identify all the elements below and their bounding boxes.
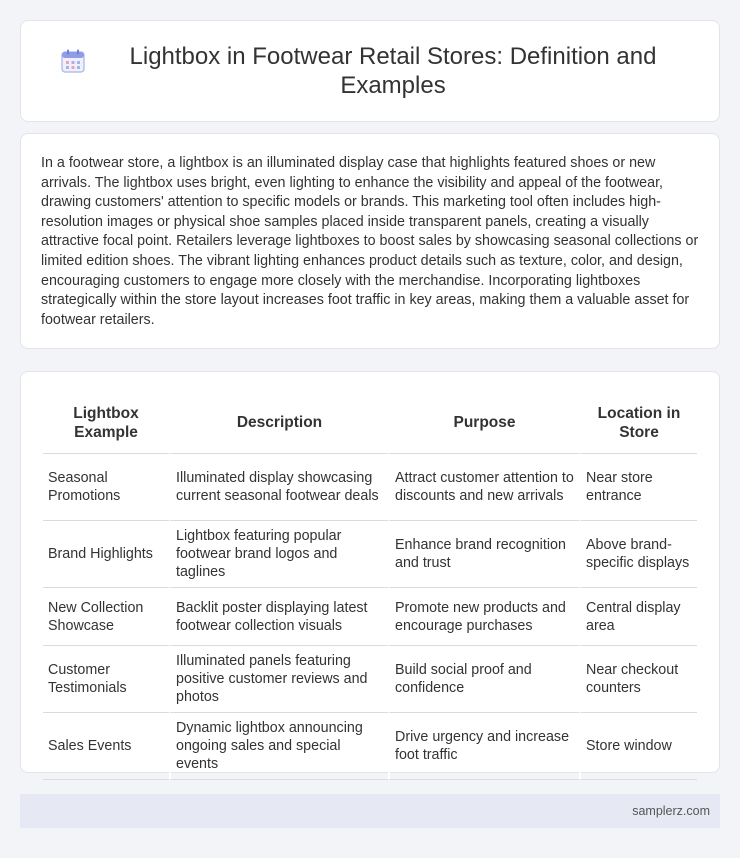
column-header: Lightbox Example xyxy=(43,392,169,454)
table-cell: Customer Testimonials xyxy=(43,646,169,713)
table-cell: Illuminated display showcasing current seasonal footwear deals xyxy=(169,454,388,521)
table-cell: Build social proof and confidence xyxy=(388,646,579,713)
table-cell: Brand Highlights xyxy=(43,521,169,588)
column-header: Location in Store xyxy=(579,392,697,454)
table-cell: Store window xyxy=(579,713,697,780)
table-cell: Near store entrance xyxy=(579,454,697,521)
title-card xyxy=(20,20,720,122)
page-title: Lightbox in Footwear Retail Stores: Definition and Examples xyxy=(129,43,657,99)
column-header: Purpose xyxy=(388,392,579,454)
intro-paragraph: In a footwear store, a lightbox is an illuminated display case that highlights featured shoes or new arrivals. The lightbox uses bright, even lighting to enhance the visibility and appeal of the footwear, drawing customers' attention to specific models or brands. This marketing tool often includes high-resolution images or physical shoe samples placed inside transparent panels, creating a visually attractive focal point. Retailers leverage lightboxes to boost sales by showcasing seasonal collections or limited edition shoes. The vibrant lighting enhances product details such as texture, color, and design, encouraging customers to engage more closely with the merchandise. Incorporating lightboxes strategically within the store layout increases foot traffic in key areas, making them a valuable asset for footwear retailers. xyxy=(41,155,699,328)
table-row xyxy=(43,454,697,521)
table-cell: Dynamic lightbox announcing ongoing sales and special events xyxy=(169,713,388,780)
column-header: Description xyxy=(169,392,388,454)
table-row xyxy=(43,588,697,646)
title-wrap xyxy=(60,42,680,100)
intro-card xyxy=(20,133,720,349)
table-cell: Above brand-specific displays xyxy=(579,521,697,588)
lightbox-table xyxy=(43,392,697,780)
table-card xyxy=(20,371,720,773)
table-cell: Sales Events xyxy=(43,713,169,780)
table-cell: Lightbox featuring popular footwear brand logos and taglines xyxy=(169,521,388,588)
table-cell: Seasonal Promotions xyxy=(43,454,169,521)
footer xyxy=(20,794,720,828)
table-cell: Enhance brand recognition and trust xyxy=(388,521,579,588)
table-row xyxy=(43,646,697,713)
table-cell: Drive urgency and increase foot traffic xyxy=(388,713,579,780)
table-cell: Central display area xyxy=(579,588,697,646)
calendar-icon xyxy=(60,48,86,74)
table-header-row xyxy=(43,392,697,454)
table-cell: Promote new products and encourage purchases xyxy=(388,588,579,646)
table-row xyxy=(43,521,697,588)
table-row xyxy=(43,713,697,780)
table-cell: Illuminated panels featuring positive customer reviews and photos xyxy=(169,646,388,713)
table-cell: Near checkout counters xyxy=(579,646,697,713)
footer-source: samplerz.com xyxy=(632,804,710,818)
table-cell: New Collection Showcase xyxy=(43,588,169,646)
table-cell: Attract customer attention to discounts and new arrivals xyxy=(388,454,579,521)
table-cell: Backlit poster displaying latest footwear collection visuals xyxy=(169,588,388,646)
